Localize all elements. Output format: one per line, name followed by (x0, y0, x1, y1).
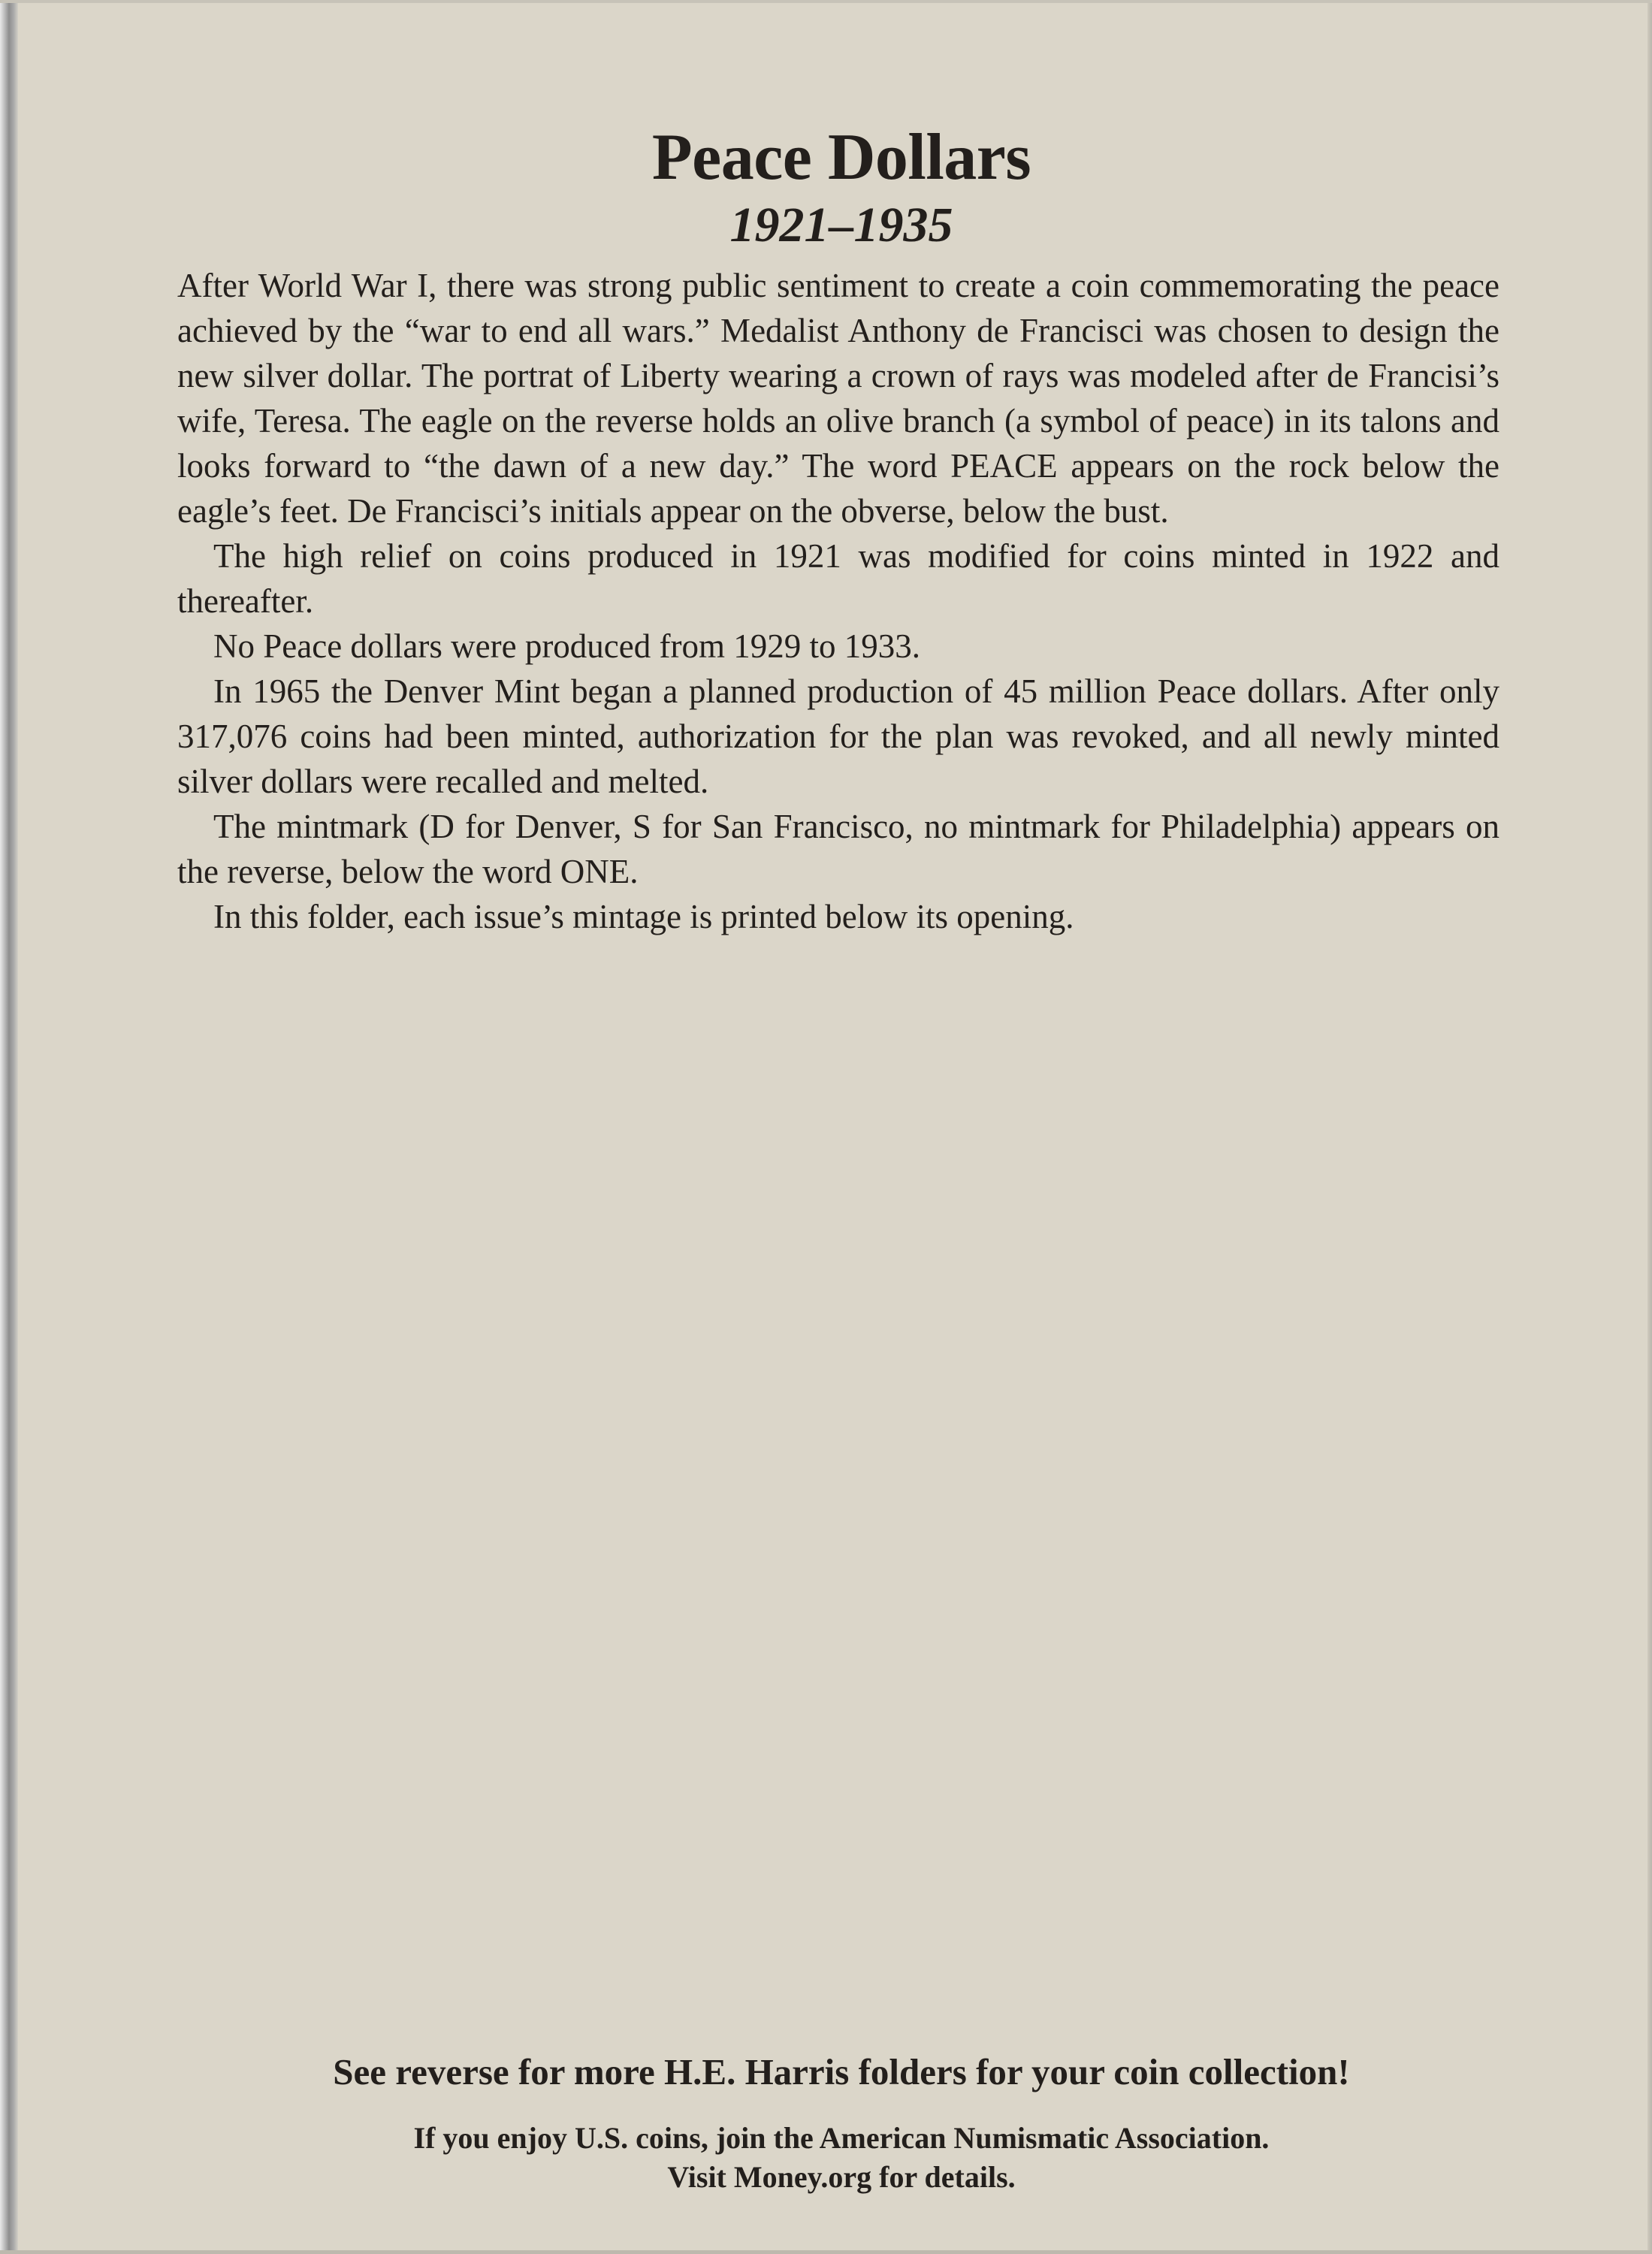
paragraph-mintmark: The mintmark (D for Denver, S for San Francisco, no mintmark for Philadelphia) appears on the reverse, below the word ONE. (177, 808, 1499, 890)
page-left-edge (0, 0, 18, 2254)
page-title: Peace Dollars (651, 121, 1031, 194)
page-bottom-edge (0, 2250, 1652, 2254)
page-subtitle: 1921–1935 (729, 198, 953, 252)
body-text (177, 263, 1499, 939)
footer-headline: See reverse for more H.E. Harris folders for your coin collection! (333, 2051, 1350, 2092)
paragraph-no-production: No Peace dollars were produced from 1929 to 1933. (213, 627, 920, 665)
paragraph-1965: In 1965 the Denver Mint began a planned production of 45 million Peace dollars. After only 317,076 coins had been minted, authorization for the plan was revoked, and all newly minted silver dollars were recalled and melted. (177, 672, 1499, 800)
paragraph-intro: After World War I, there was strong public sentiment to create a coin commemorating the peace achieved by the “war to end all wars.” Medalist Anthony de Francisci was chosen to design the new silver dollar. The portrat of Liberty wearing a crown of rays was modeled after de Francisi’s wife, Teresa. The eagle on the reverse holds an olive branch (a symbol of peace) in its talons and looks forward to “the dawn of a new day.” The word PEACE appears on the rock below the eagle’s feet. De Francisci’s initials appear on the obverse, below the bust. (177, 267, 1499, 530)
footer-ana-line: If you enjoy U.S. coins, join the American Numismatic Association. (413, 2121, 1270, 2155)
footer-note (0, 2119, 1652, 2197)
paragraph-high-relief: The high relief on coins produced in 1921 was modified for coins minted in 1922 and thereafter. (177, 537, 1499, 620)
page-top-edge (0, 0, 1652, 3)
page-right-edge (1647, 0, 1652, 2254)
footer-visit-line: Visit Money.org for details. (667, 2160, 1016, 2194)
paragraph-folder: In this folder, each issue’s mintage is printed below its opening. (213, 898, 1074, 935)
